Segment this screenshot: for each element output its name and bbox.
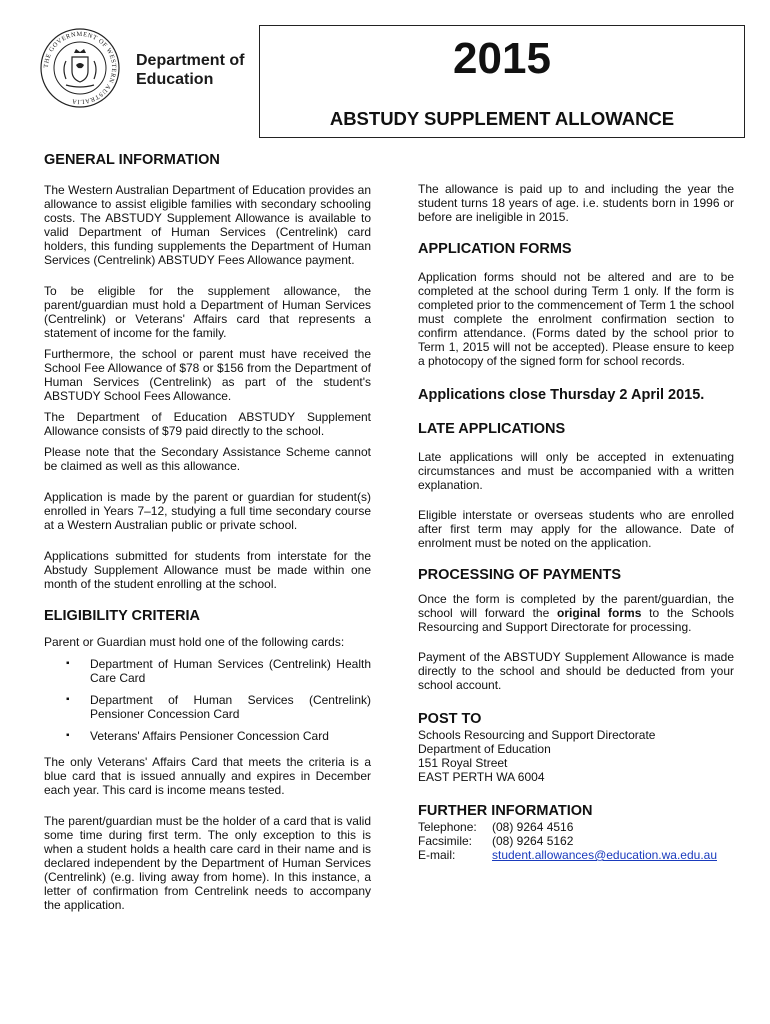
facsimile-number: (08) 9264 5162	[492, 834, 574, 848]
general-paragraph-2: To be eligible for the supplement allowance, the parent/guardian must hold a Department of Human Services (Centrelink) or Veterans' Affairs card that represents a statement of income for the family.	[44, 284, 371, 340]
bullet-icon: ▪	[66, 658, 70, 669]
contact-details	[418, 820, 734, 862]
department-logo	[36, 27, 246, 109]
telephone-number: (08) 9264 4516	[492, 820, 574, 834]
facsimile-row	[418, 834, 734, 848]
general-paragraph-3: Furthermore, the school or parent must have received the School Fee Allowance of $78 or $156 from the Department of Human Services (Centrelink) as part of the student's ABSTUDY School Fees Allowance.	[44, 347, 371, 403]
general-paragraph-1: The Western Australian Department of Education provides an allowance to assist eligible families with secondary schooling costs. The ABSTUDY Supplement Allowance is available to valid Department of Human Services (Centrelink) card holders, this funding supplements the Department of Human Services (Centrelink) ABSTUDY Fees Allowance payment.	[44, 183, 371, 267]
processing-paragraph-1: Once the form is completed by the parent/guardian, the school will forward the original forms to the Schools Resourcing and Support Directorate for processing.	[418, 592, 734, 634]
original-forms-emphasis: original forms	[556, 606, 642, 620]
processing-paragraph-2: Payment of the ABSTUDY Supplement Allowance is made directly to the school and should be deducted from your school account.	[418, 650, 734, 692]
post-to-heading: POST TO	[418, 711, 482, 727]
eligibility-paragraph-2: The parent/guardian must be the holder of a card that is valid some time during first term. The only exception to this is when a student holds a health care card in their name and is declared independent by the Department of Human Services (Centrelink) (e.g. living away from home). In this instance, a letter of confirmation from Centrelink needs to accompany the application.	[44, 814, 371, 912]
address-line: 151 Royal Street	[418, 756, 508, 770]
general-paragraph-4: The Department of Education ABSTUDY Supplement Allowance consists of $79 paid directly to the school.	[44, 410, 371, 438]
general-paragraph-5: Please note that the Secondary Assistance Scheme cannot be claimed as well as this allowance.	[44, 445, 371, 473]
address-line: EAST PERTH WA 6004	[418, 770, 545, 784]
facsimile-label: Facsimile:	[418, 834, 473, 848]
bullet-icon: ▪	[66, 730, 70, 741]
processing-payments-heading: PROCESSING OF PAYMENTS	[418, 567, 622, 583]
document-year: 2015	[453, 34, 551, 83]
wa-government-seal-icon	[36, 27, 128, 109]
postal-address	[418, 728, 734, 784]
telephone-row	[418, 820, 734, 834]
address-line: Schools Resourcing and Support Directorate	[418, 728, 656, 742]
forms-paragraph: Application forms should not be altered and are to be completed at the school during Term 1 only. If the form is completed prior to the commencement of Term 1 the school must complete the enrolment confirmation section to confirm attendance. (Forms dated by the school prior to Term 1, 2015 will not be accepted). Please ensure to keep a photocopy of the signed form for school records.	[418, 270, 734, 368]
bullet-icon: ▪	[66, 694, 70, 705]
general-paragraph-6: Application is made by the parent or guardian for student(s) enrolled in Years 7–12, studying a full time secondary course at a Western Australian public or private school.	[44, 490, 371, 532]
age-note: The allowance is paid up to and including the year the student turns 18 years of age. i.e. students born in 1996 or before are ineligible in 2015.	[418, 182, 734, 224]
telephone-label: Telephone:	[418, 820, 477, 834]
application-forms-heading: APPLICATION FORMS	[418, 241, 572, 257]
eligible-cards-list	[44, 657, 371, 743]
general-information-heading: GENERAL INFORMATION	[44, 152, 220, 168]
list-item: ▪ Veterans' Affairs Pensioner Concession Card	[66, 729, 329, 743]
document-title: ABSTUDY SUPPLEMENT ALLOWANCE	[329, 108, 675, 129]
further-information-heading: FURTHER INFORMATION	[418, 803, 593, 819]
late-paragraph-1: Late applications will only be accepted in extenuating circumstances and must be accompanied with a written explanation.	[418, 450, 734, 492]
department-name: Department of Education	[136, 52, 245, 88]
late-paragraph-2: Eligible interstate or overseas students who are enrolled after first term may apply for the allowance. Date of enrolment must be noted on the application.	[418, 508, 734, 550]
email-row	[418, 848, 734, 862]
right-column	[418, 182, 734, 862]
list-item: ▪ Department of Human Services (Centrelink) Health Care Card	[66, 657, 371, 685]
address-line: Department of Education	[418, 742, 551, 756]
eligibility-intro: Parent or Guardian must hold one of the following cards:	[44, 635, 345, 649]
late-applications-heading: LATE APPLICATIONS	[418, 421, 566, 437]
eligibility-paragraph-1: The only Veterans' Affairs Card that meets the criteria is a blue card that is issued annually and expires in December each year. This card is income means tested.	[44, 755, 371, 797]
email-link[interactable]: student.allowances@education.wa.edu.au	[492, 848, 717, 862]
eligibility-criteria-heading: ELIGIBILITY CRITERIA	[44, 608, 201, 624]
applications-close-note: Applications close Thursday 2 April 2015.	[418, 387, 705, 403]
svg-text:THE GOVERNMENT OF WESTERN AUST: THE GOVERNMENT OF WESTERN AUSTRALIA	[42, 30, 118, 106]
general-paragraph-7: Applications submitted for students from interstate for the Abstudy Supplement Allowance must be made within one month of the student enrolling at the school.	[44, 549, 371, 591]
email-label: E-mail:	[418, 848, 456, 862]
title-box	[259, 25, 745, 138]
list-item: ▪ Department of Human Services (Centrelink) Pensioner Concession Card	[66, 693, 371, 721]
left-column	[44, 151, 371, 912]
